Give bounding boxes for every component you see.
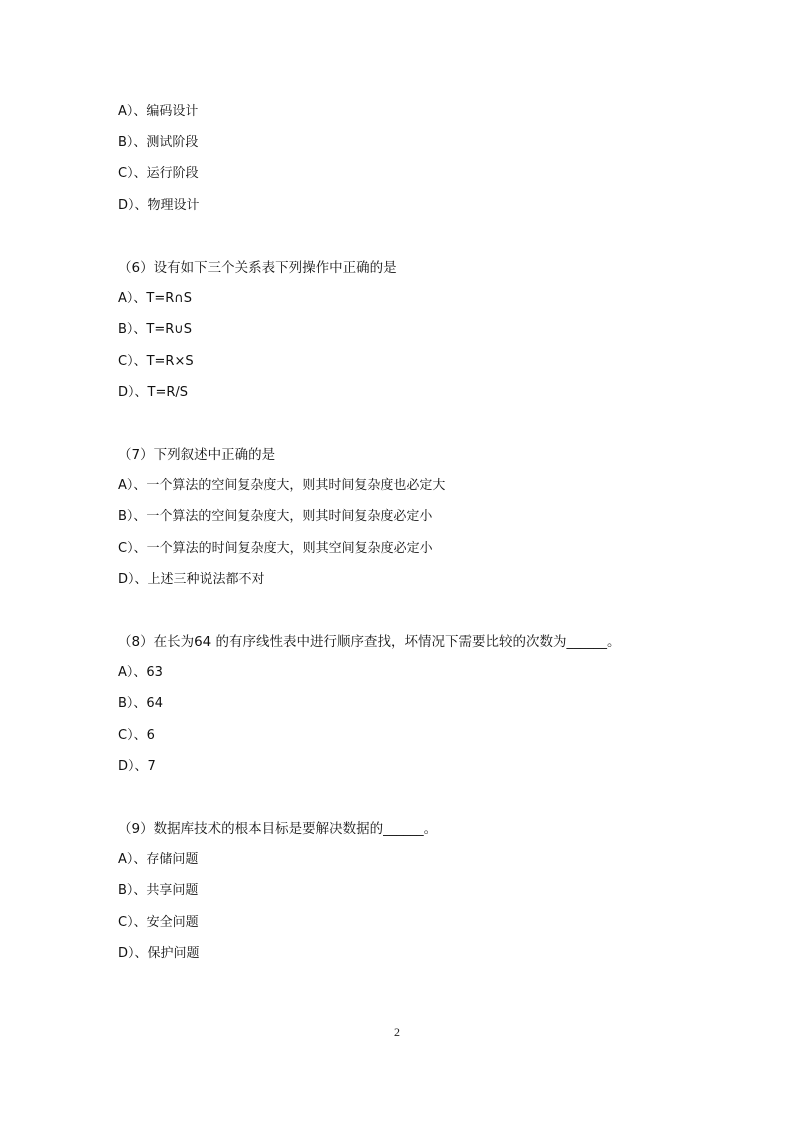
option-a: A）、存储问题	[118, 852, 199, 868]
option-a: A）、63	[118, 665, 163, 681]
question-7	[118, 444, 445, 600]
option-d: D）、保护问题	[118, 945, 200, 961]
option-c: C）、6	[118, 727, 155, 743]
question-5-continued-options	[118, 101, 200, 226]
question-stem: （8）在长为64 的有序线性表中进行顺序查找，坏情况下需要比较的次数为______。	[118, 634, 621, 650]
option-b: B）、一个算法的空间复杂度大，则其时间复杂度必定小	[118, 509, 433, 525]
option-b: B）、共享问题	[118, 883, 199, 899]
question-stem: （9）数据库技术的根本目标是要解决数据的______。	[118, 821, 438, 837]
question-stem: （6）设有如下三个关系表下列操作中正确的是	[118, 260, 397, 276]
option-d: D）、物理设计	[118, 197, 200, 213]
option-c: C）、一个算法的时间复杂度大，则其空间复杂度必定小	[118, 540, 433, 556]
option-d: D）、上述三种说法都不对	[118, 571, 265, 587]
option-a: A）、T=R∩S	[118, 291, 193, 307]
question-stem: （7）下列叙述中正确的是	[118, 447, 276, 463]
option-b: B）、64	[118, 696, 163, 712]
page-number: 2	[394, 1025, 400, 1039]
option-d: D）、T=R/S	[118, 384, 189, 400]
option-c: C）、运行阶段	[118, 166, 199, 182]
option-c: C）、安全问题	[118, 914, 199, 930]
option-d: D）、7	[118, 758, 156, 774]
option-a: A）、编码设计	[118, 104, 199, 119]
option-b: B）、T=R∪S	[118, 322, 193, 338]
option-a: A）、一个算法的空间复杂度大，则其时间复杂度也必定大	[118, 478, 446, 494]
question-6	[118, 257, 397, 413]
question-9	[118, 818, 437, 974]
option-b: B）、测试阶段	[118, 135, 199, 151]
question-8	[118, 631, 621, 787]
option-c: C）、T=R×S	[118, 353, 194, 369]
